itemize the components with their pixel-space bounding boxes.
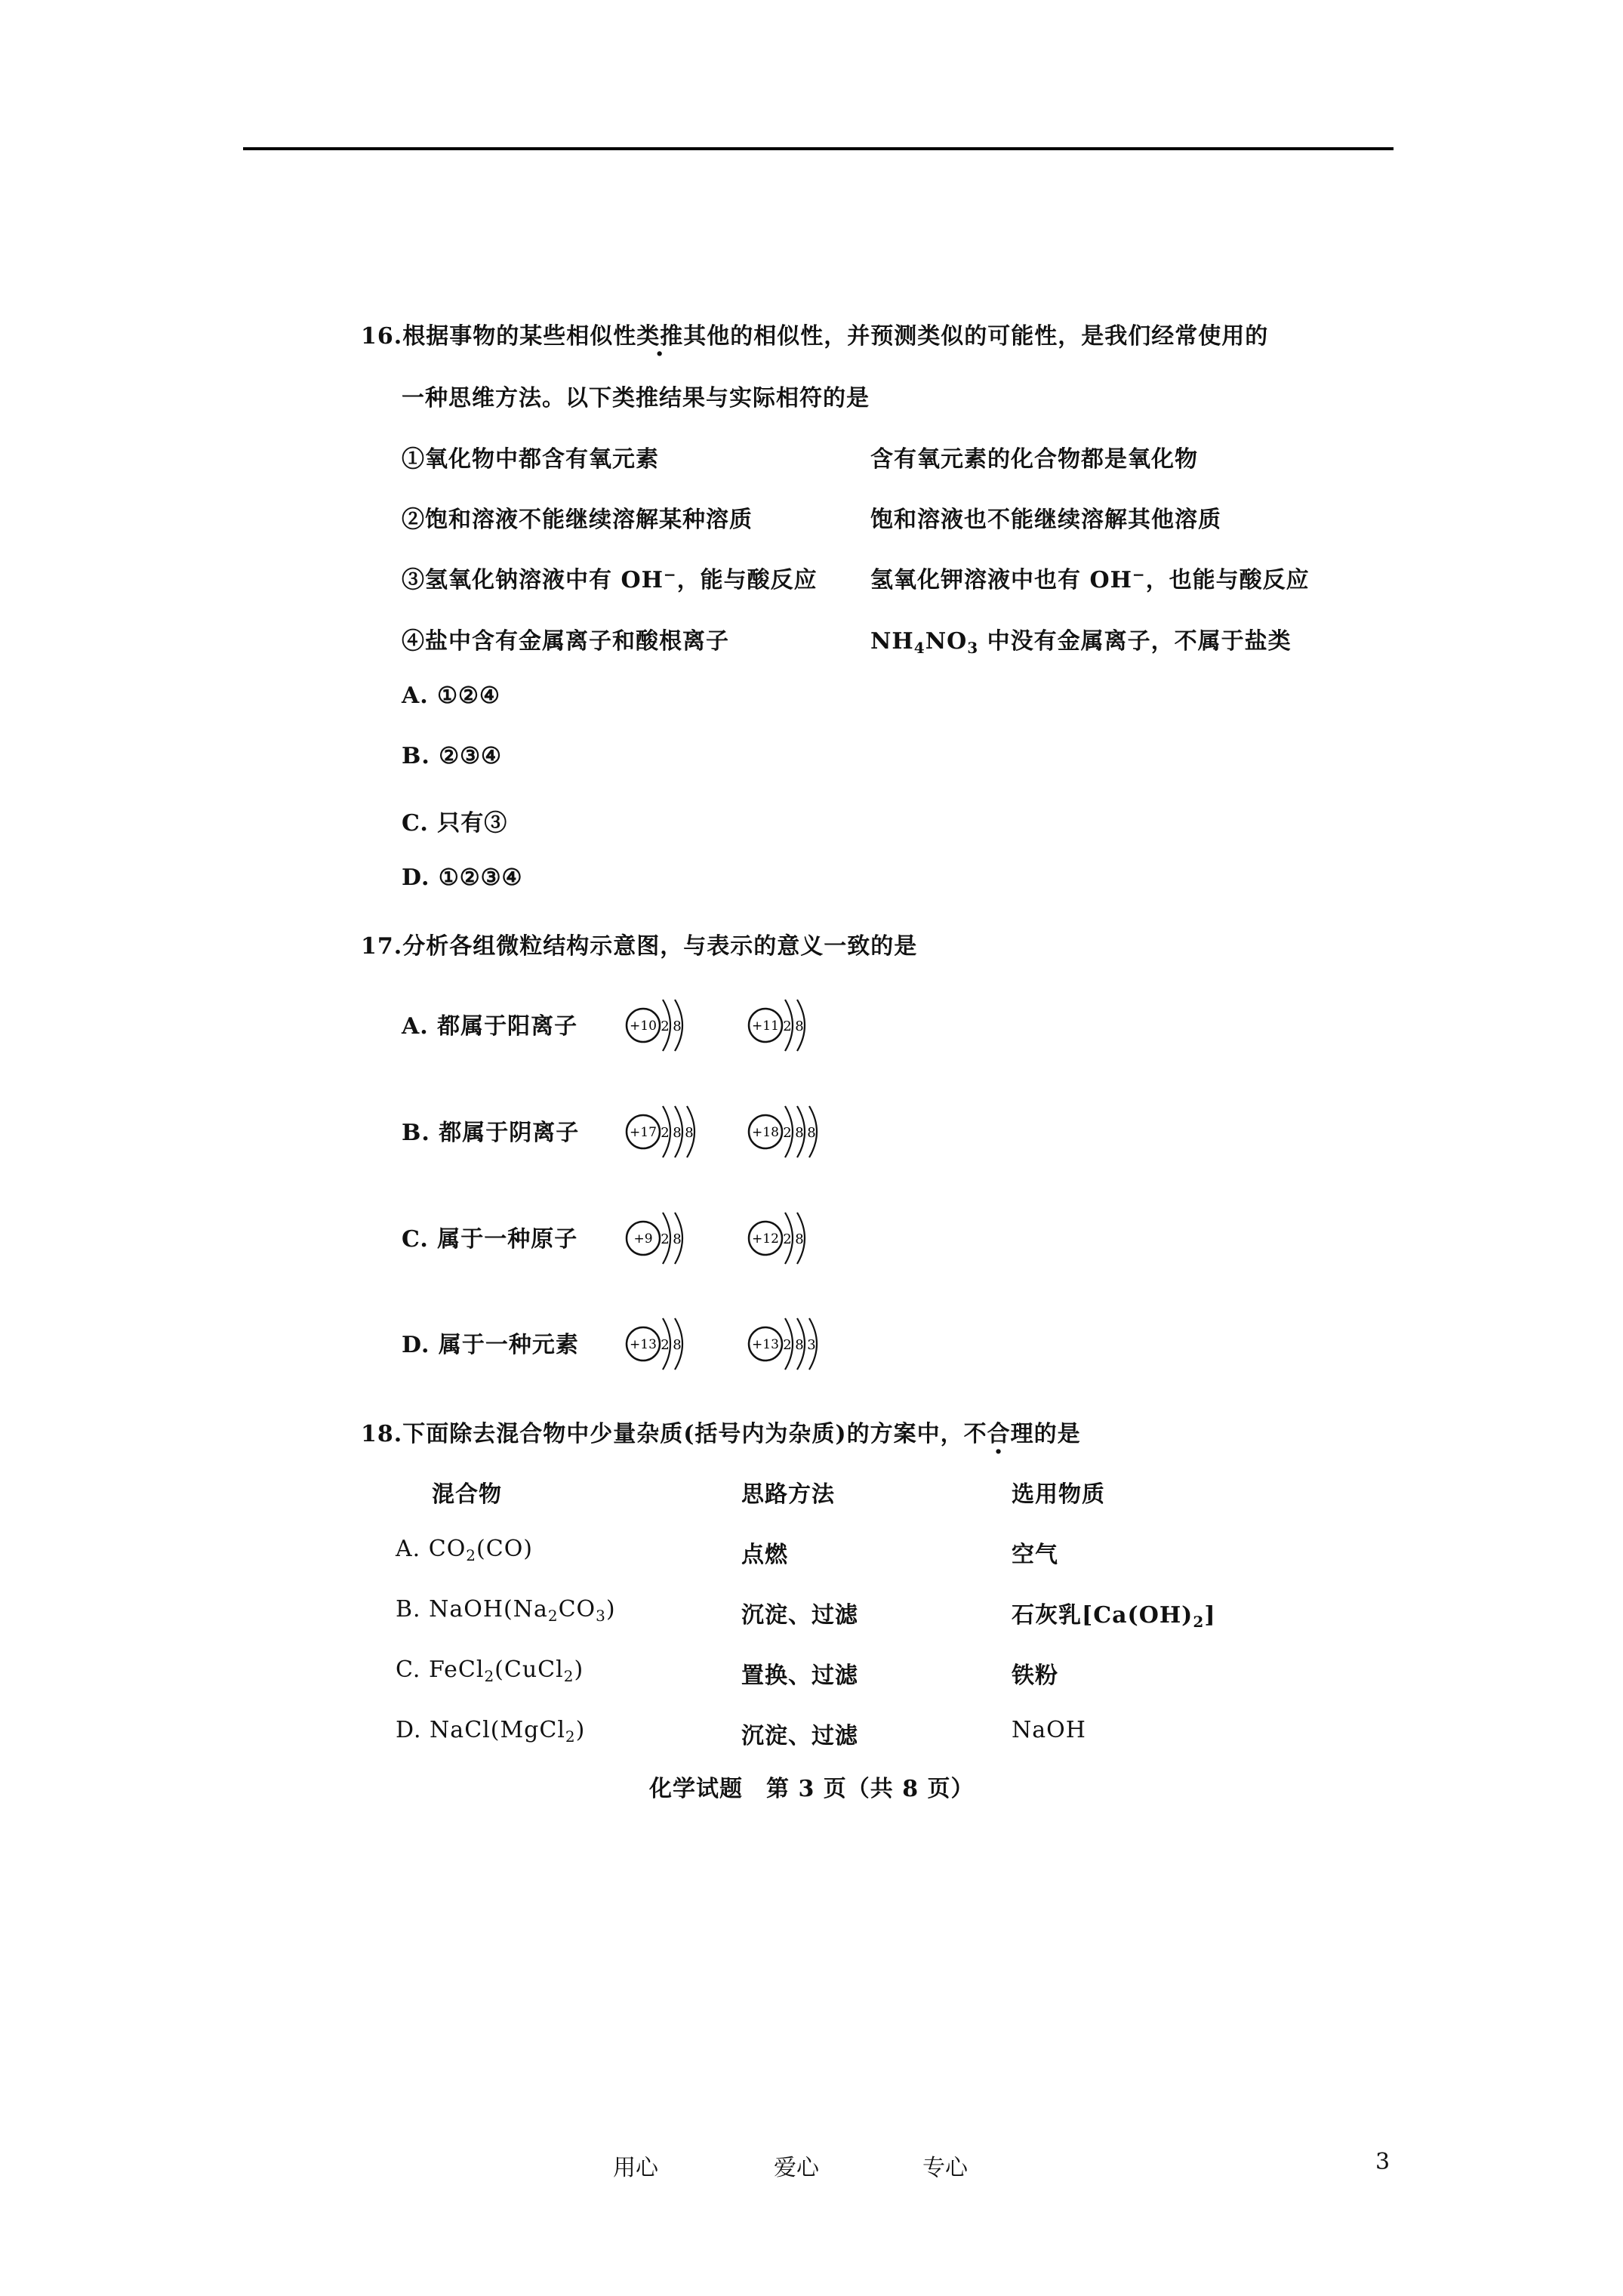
electron-count: 2 [783,1019,792,1034]
nucleus-charge: +13 [752,1337,779,1352]
q18-emphasis: 不合理 [963,1421,1034,1447]
nucleus-charge: +9 [633,1231,653,1247]
atom-diagram [622,1314,728,1374]
electron-count: 2 [661,1337,670,1353]
electron-count: 8 [673,1125,682,1141]
electron-count: 8 [673,1231,682,1247]
atom-diagram [744,1314,850,1374]
electron-count: 8 [795,1337,804,1353]
q18-row-b-mixture: B. $NaOH(Na_2CO_3)$ [396,1596,616,1625]
q17-option-d-label: D. 属于一种元素 [402,1332,579,1358]
q18-row-a-method: 点燃 [741,1542,788,1568]
q16-option-d: D. ①②③④ [402,864,523,891]
electron-count: 8 [685,1125,694,1141]
q17-stem: 17.分析各组微粒结构示意图，与表示的意义一致的是 [361,933,918,960]
q18-row-a-mixture: A. $CO_2(CO)$ [396,1536,533,1564]
q16-stem-line1: 16.根据事物的某些相似性类推其他的相似性，并预测类似的可能性，是我们经常使用的 [361,323,1269,350]
electron-count: 8 [807,1125,816,1141]
q17-option-c-label: C. 属于一种原子 [402,1226,578,1253]
q16-item1-right: 含有氧元素的化合物都是氧化物 [870,446,1198,473]
electron-count: 8 [673,1019,682,1034]
electron-count: 2 [661,1019,670,1034]
header-rule [243,147,1394,150]
q17-number: 17. [361,933,403,960]
q18-header-reagent: 选用物质 [1012,1481,1105,1508]
nucleus-charge: +11 [752,1019,779,1034]
atom-diagram [622,995,728,1056]
q16-item3-left: ③氢氧化钠溶液中有 OH−，能与酸反应 [402,566,818,593]
q16-option-b: B. ②③④ [402,743,502,769]
q18-row-b-reagent: 石灰乳$[Ca(OH)_2]$ [1012,1602,1216,1631]
q16-item4-left: ④盐中含有金属离子和酸根离子 [402,628,729,655]
electron-count: 2 [783,1125,792,1141]
electron-count: 2 [661,1125,670,1141]
q16-item4-right: $NH_4NO_3$ 中没有金属离子，不属于盐类 [870,628,1292,657]
electron-count: 8 [673,1337,682,1353]
atom-diagram [744,1208,850,1268]
q18-header-mixture: 混合物 [432,1481,502,1508]
atom-diagram [622,1208,728,1268]
q17-option-b-label: B. 都属于阴离子 [402,1120,580,1146]
q18-header-method: 思路方法 [741,1481,835,1508]
page-caption: 化学试题 第 3 页（共 8 页） [649,1776,975,1802]
q16-item1-left: ①氧化物中都含有氧元素 [402,446,659,473]
q16-item3-right: 氢氧化钾溶液中也有 OH−，也能与酸反应 [870,566,1310,593]
q18-row-b-method: 沉淀、过滤 [741,1602,858,1629]
electron-count: 3 [807,1337,816,1353]
q18-number: 18. [361,1421,403,1447]
electron-count: 2 [661,1231,670,1247]
nucleus-charge: +12 [752,1231,779,1247]
q18-row-d-mixture: D. NaCl(MgCl$_2$) [396,1717,586,1746]
q16-stem-line2: 一种思维方法。以下类推结果与实际相符的是 [402,385,870,411]
footer-word-1: 用心 [613,2155,658,2181]
q18-row-d-method: 沉淀、过滤 [741,1723,858,1749]
q16-emphasis: 类推 [636,323,684,350]
nucleus-charge: +10 [630,1019,657,1034]
q18-row-d-reagent: NaOH [1012,1717,1086,1743]
page-number: 3 [1375,2149,1390,2175]
atom-diagram [744,1102,850,1162]
electron-count: 8 [795,1125,804,1141]
atom-diagram [622,1102,728,1162]
electron-count: 2 [783,1337,792,1353]
electron-count: 2 [783,1231,792,1247]
atom-diagram [744,995,850,1056]
footer-word-3: 专心 [922,2155,968,2181]
electron-count: 8 [795,1019,804,1034]
q18-row-c-mixture: C. FeCl$_2$(CuCl$_2$) [396,1657,584,1685]
q18-stem: 18.下面除去混合物中少量杂质(括号内为杂质)的方案中，不合理的是 [361,1421,1081,1447]
footer-word-2: 爱心 [774,2155,819,2181]
q18-row-c-method: 置换、过滤 [741,1663,858,1689]
nucleus-charge: +18 [752,1125,779,1140]
q16-number: 16. [361,323,403,350]
electron-count: 8 [795,1231,804,1247]
q18-row-a-reagent: 空气 [1012,1542,1058,1568]
nucleus-charge: +17 [630,1125,657,1140]
nucleus-charge: +13 [630,1337,657,1352]
q16-item2-right: 饱和溶液也不能继续溶解其他溶质 [870,507,1221,533]
q16-option-c: C. 只有③ [402,810,508,837]
q18-row-c-reagent: 铁粉 [1012,1663,1058,1689]
q17-option-a-label: A. 都属于阳离子 [402,1013,578,1040]
q16-item2-left: ②饱和溶液不能继续溶解某种溶质 [402,507,753,533]
q16-option-a: A. ①②④ [402,683,500,709]
